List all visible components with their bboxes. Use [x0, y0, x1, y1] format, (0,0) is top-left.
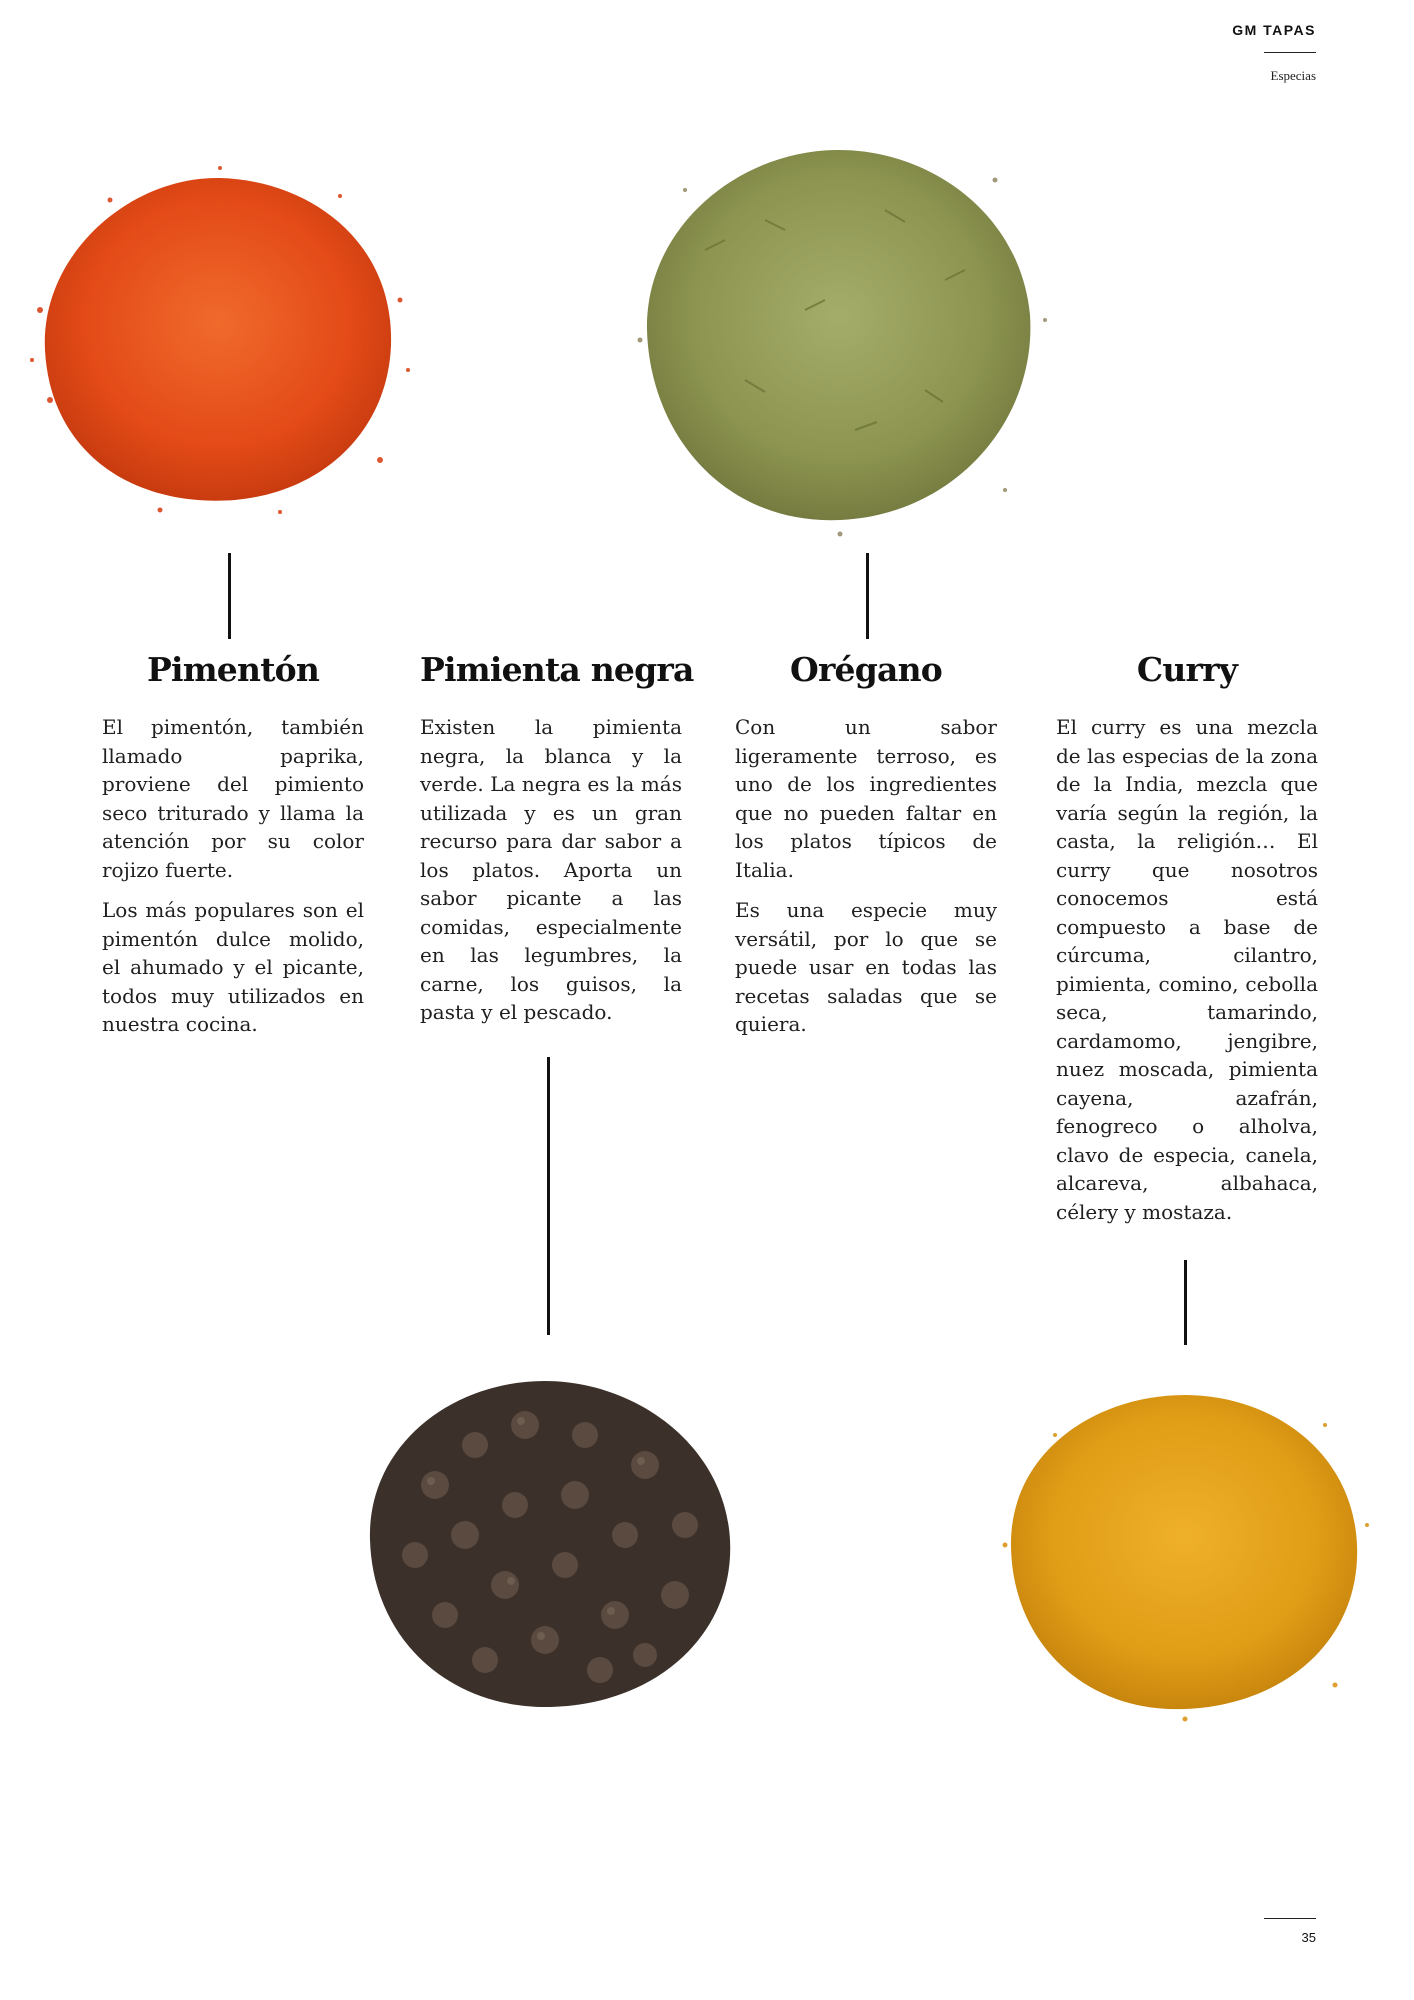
spice-title: Orégano — [790, 650, 942, 689]
section-label: Especias — [1270, 68, 1316, 83]
magazine-brand: GM TAPAS — [1232, 22, 1316, 38]
spice-paragraph: Es una especie muy versátil, por lo que se puede usar en todas las recetas saladas que se quiera. — [735, 898, 997, 1036]
spice-paragraph: El curry es una mezcla de las especias de la zona de la India, mezcla que varía según la región, la casta, la religión… El curry que nosotros conocemos está compuesto a base de cúrcuma, cilantro, pimienta, comino, cebolla seca, tamarindo, cardamomo, jengibre, nuez moscada, pimienta cayena, azafrán, fenogreco o alholva, clavo de especia, canela, alcareva, albahaca, célery y mostaza. — [1056, 715, 1318, 1224]
oregano-image — [625, 130, 1055, 540]
spice-title: Pimienta negra — [420, 650, 694, 689]
curry-image — [995, 1375, 1375, 1725]
spice-paragraph: Existen la pimienta negra, la blanca y la verde. La negra es la más utilizada y es un gran recurso para dar sabor a los platos. Aporta un sabor picante a las comidas, especialmente en las legumbres, la carne, los guisos, la pasta y el pescado. — [420, 715, 682, 1024]
spice-title: Pimentón — [146, 650, 320, 689]
spice-column-oregano — [735, 650, 997, 1051]
spice-column-black-pepper — [420, 650, 694, 1039]
spice-column-paprika — [102, 650, 364, 1051]
spice-paragraph: Los más populares son el pimentón dulce molido, el ahumado y el picante, todos muy utilizados en nuestra cocina. — [102, 898, 364, 1036]
black-pepper-connector-line — [547, 1057, 550, 1335]
spice-paragraph: Con un sabor ligeramente terroso, es uno de los ingredientes que no pueden faltar en los platos típicos de Italia. — [735, 715, 997, 882]
spice-paragraph: El pimentón, también llamado paprika, proviene del pimiento seco triturado y llama la atención por su color rojizo fuerte. — [102, 715, 364, 882]
footer-rule — [1264, 1918, 1316, 1919]
paprika-image — [20, 160, 420, 530]
paprika-connector-line — [228, 553, 231, 639]
curry-connector-line — [1184, 1260, 1187, 1345]
page-number: 35 — [1301, 1930, 1316, 1945]
header-rule — [1264, 52, 1316, 53]
oregano-connector-line — [866, 553, 869, 639]
black-pepper-image — [355, 1365, 745, 1715]
spice-title: Curry — [1136, 650, 1238, 689]
spice-column-curry — [1056, 650, 1318, 1238]
